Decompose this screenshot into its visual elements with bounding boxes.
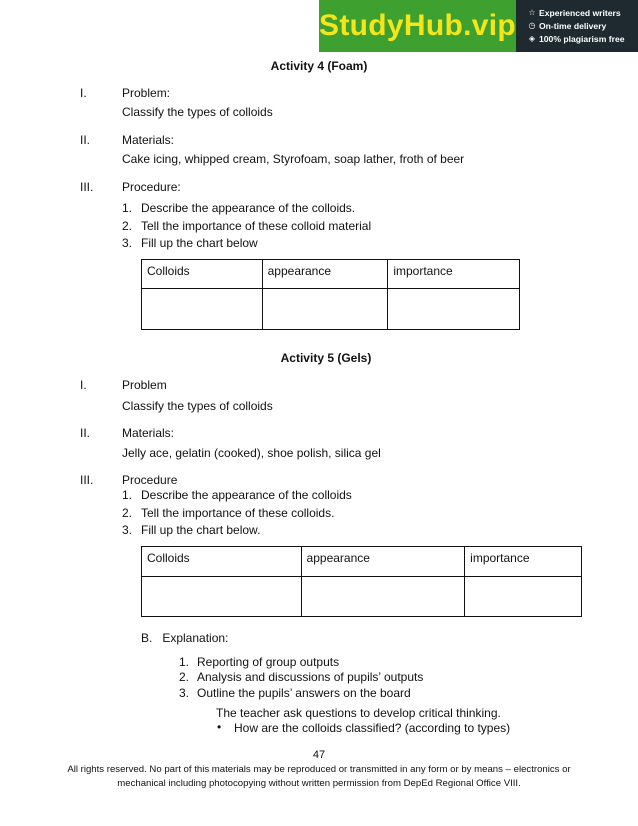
- badge-text: Experienced writers: [539, 7, 621, 18]
- activity4-problem-label: Problem:: [122, 86, 171, 100]
- table-header-cell: appearance: [262, 260, 388, 289]
- activity4-procedure-label: Procedure:: [122, 180, 181, 194]
- explanation-item-num: 3.: [179, 686, 190, 700]
- activity4-problem-text: Classify the types of colloids: [122, 105, 273, 119]
- badge-on-time-delivery: [527, 19, 637, 32]
- activity5-step-text: Describe the appearance of the colloids: [141, 488, 352, 502]
- table-header-row: [142, 260, 520, 289]
- bullet-question: How are the colloids classified? (according to types): [234, 721, 511, 735]
- badge-experienced-writers: [527, 6, 637, 19]
- activity5-step-text: Tell the importance of these colloids.: [141, 506, 335, 520]
- page-number: 47: [312, 749, 326, 761]
- table-row[interactable]: [142, 289, 520, 330]
- clock-icon: ◷: [528, 21, 536, 30]
- footer-rights-line2: mechanical including photocopying without written permission from DepEd Regional Office VIII.: [117, 778, 521, 789]
- activity4-materials-num: II.: [80, 133, 91, 147]
- table-header-cell: importance: [465, 547, 582, 577]
- banner-badges: [527, 6, 637, 45]
- table-cell[interactable]: [301, 577, 465, 617]
- badge-text: 100% plagiarism free: [539, 33, 625, 44]
- explanation-item-num: 1.: [179, 655, 190, 669]
- activity4-procedure-num: III.: [80, 180, 94, 194]
- shield-icon: ◈: [528, 34, 536, 43]
- table-header-cell: Colloids: [142, 547, 302, 577]
- activity4-problem-num: I.: [80, 86, 87, 100]
- activity5-materials-text: Jelly ace, gelatin (cooked), shoe polish, silica gel: [122, 446, 381, 460]
- activity5-problem-num: I.: [80, 378, 87, 392]
- activity4-materials-text: Cake icing, whipped cream, Styrofoam, soap lather, froth of beer: [122, 152, 465, 166]
- activity5-step-num: 2.: [122, 506, 133, 520]
- table-header-cell: appearance: [301, 547, 465, 577]
- activity5-step-text: Fill up the chart below.: [141, 523, 261, 537]
- explanation-item-text: Reporting of group outputs: [197, 655, 340, 669]
- activity4-step-text: Fill up the chart below: [141, 236, 258, 250]
- activity5-step-num: 3.: [122, 523, 133, 537]
- star-icon: ☆: [528, 8, 536, 17]
- activity5-title: Activity 5 (Gels): [280, 351, 372, 365]
- badge-text: On-time delivery: [539, 20, 607, 31]
- studyhub-logo[interactable]: StudyHub.vip: [319, 0, 516, 52]
- studyhub-banner[interactable]: [319, 0, 638, 52]
- table-cell[interactable]: [465, 577, 582, 617]
- activity5-step-num: 1.: [122, 488, 133, 502]
- activity4-step-num: 3.: [122, 236, 133, 250]
- activity5-chart-table: [141, 546, 582, 617]
- explanation-item-num: 2.: [179, 670, 190, 684]
- explanation-item-text: Outline the pupils’ answers on the board: [197, 686, 411, 700]
- activity4-materials-label: Materials:: [122, 133, 175, 147]
- activity4-step-num: 2.: [122, 219, 133, 233]
- activity4-step-num: 1.: [122, 201, 133, 215]
- table-header-row: [142, 547, 582, 577]
- table-cell[interactable]: [388, 289, 520, 330]
- teacher-note: The teacher ask questions to develop critical thinking.: [216, 706, 501, 720]
- table-cell[interactable]: [142, 577, 302, 617]
- table-cell[interactable]: [142, 289, 263, 330]
- footer-rights-line1: All rights reserved. No part of this materials may be reproduced or transmitted in any form or by means – electronics or: [67, 764, 571, 775]
- activity5-procedure-label: Procedure: [122, 473, 178, 487]
- table-header-cell: Colloids: [142, 260, 263, 289]
- table-row[interactable]: [142, 577, 582, 617]
- explanation-label: B. Explanation:: [141, 631, 229, 645]
- activity5-materials-label: Materials:: [122, 426, 175, 440]
- activity5-materials-num: II.: [80, 426, 91, 440]
- activity5-procedure-num: III.: [80, 473, 94, 487]
- activity4-step-text: Describe the appearance of the colloids.: [141, 201, 356, 215]
- table-header-cell: importance: [388, 260, 520, 289]
- bullet-icon: •: [217, 720, 222, 734]
- badge-plagiarism-free: [527, 32, 637, 45]
- explanation-item-text: Analysis and discussions of pupils’ outputs: [197, 670, 424, 684]
- activity4-step-text: Tell the importance of these colloid material: [141, 219, 372, 233]
- activity4-title: Activity 4 (Foam): [270, 59, 368, 73]
- table-cell[interactable]: [262, 289, 388, 330]
- activity5-problem-text: Classify the types of colloids: [122, 399, 273, 413]
- activity5-problem-label: Problem: [122, 378, 167, 392]
- activity4-chart-table: [141, 259, 520, 330]
